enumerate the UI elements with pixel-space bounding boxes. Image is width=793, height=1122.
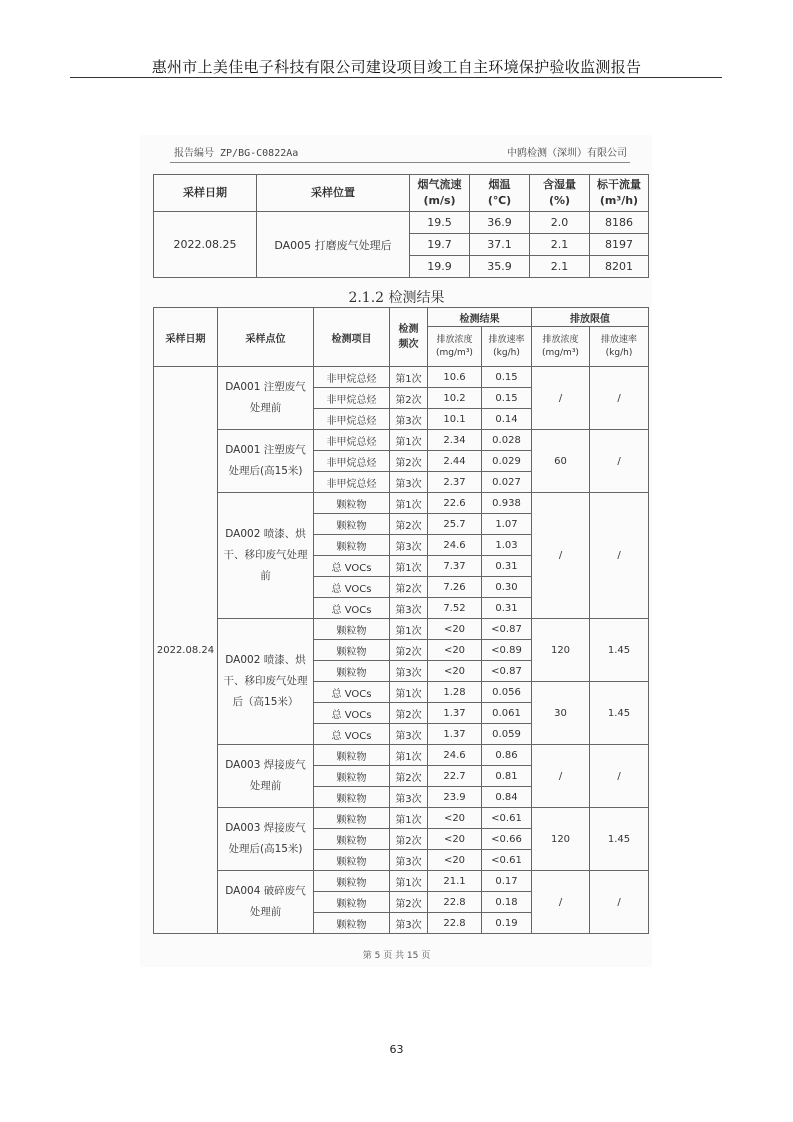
frequency-cell: 第3次 bbox=[390, 598, 428, 619]
standard-flow-cell: 8186 bbox=[590, 212, 649, 234]
test-item-cell: 非甲烷总烃 bbox=[314, 409, 390, 430]
limit-rate-cell: / bbox=[590, 745, 649, 808]
frequency-cell: 第2次 bbox=[390, 388, 428, 409]
concentration-cell: 10.2 bbox=[428, 388, 482, 409]
sampling-location-cell: DA005 打磨废气处理后 bbox=[257, 212, 410, 278]
header-limit-rate: 排放速率 (kg/h) bbox=[590, 327, 649, 367]
test-item-cell: 总 VOCs bbox=[314, 556, 390, 577]
rate-cell: <0.87 bbox=[482, 619, 532, 640]
frequency-cell: 第2次 bbox=[390, 829, 428, 850]
rate-cell: 0.15 bbox=[482, 367, 532, 388]
table-row bbox=[154, 619, 649, 640]
rate-cell: <0.87 bbox=[482, 661, 532, 682]
test-item-cell: 颗粒物 bbox=[314, 514, 390, 535]
concentration-cell: 1.37 bbox=[428, 724, 482, 745]
rate-cell: 0.84 bbox=[482, 787, 532, 808]
sampling-point-cell: DA002 喷漆、烘干、移印废气处理前 bbox=[218, 493, 314, 619]
rate-cell: <0.61 bbox=[482, 850, 532, 871]
header-emission-rate: 排放速率 (kg/h) bbox=[482, 327, 532, 367]
limit-concentration-cell: 60 bbox=[532, 430, 590, 493]
frequency-cell: 第2次 bbox=[390, 640, 428, 661]
header-test-result: 检测结果 bbox=[428, 308, 532, 327]
concentration-cell: <20 bbox=[428, 640, 482, 661]
concentration-cell: 25.7 bbox=[428, 514, 482, 535]
header-sampling-date: 采样日期 bbox=[154, 175, 257, 212]
header-emission-limit: 排放限值 bbox=[532, 308, 649, 327]
rate-cell: 0.30 bbox=[482, 577, 532, 598]
table-row bbox=[154, 367, 649, 388]
header-divider bbox=[70, 77, 722, 78]
frequency-cell: 第1次 bbox=[390, 619, 428, 640]
rate-cell: 0.029 bbox=[482, 451, 532, 472]
test-item-cell: 非甲烷总烃 bbox=[314, 430, 390, 451]
gas-temperature-cell: 35.9 bbox=[470, 256, 530, 278]
frequency-cell: 第2次 bbox=[390, 451, 428, 472]
concentration-cell: 22.8 bbox=[428, 892, 482, 913]
detection-results-table bbox=[153, 307, 649, 934]
concentration-cell: <20 bbox=[428, 661, 482, 682]
limit-rate-cell: / bbox=[590, 367, 649, 430]
frequency-cell: 第3次 bbox=[390, 409, 428, 430]
rate-cell: 0.86 bbox=[482, 745, 532, 766]
limit-concentration-cell: 120 bbox=[532, 808, 590, 871]
page-number: 63 bbox=[389, 1043, 404, 1056]
limit-rate-cell: 1.45 bbox=[590, 808, 649, 871]
test-item-cell: 颗粒物 bbox=[314, 892, 390, 913]
header-gas-temperature: 烟温 (℃) bbox=[470, 175, 530, 212]
test-item-cell: 总 VOCs bbox=[314, 703, 390, 724]
limit-rate-cell: 1.45 bbox=[590, 619, 649, 682]
header-flow-velocity: 烟气流速 (m/s) bbox=[410, 175, 470, 212]
header-limit-concentration: 排放浓度 (mg/m³) bbox=[532, 327, 590, 367]
test-item-cell: 非甲烷总烃 bbox=[314, 451, 390, 472]
test-item-cell: 颗粒物 bbox=[314, 535, 390, 556]
limit-concentration-cell: / bbox=[532, 745, 590, 808]
limit-concentration-cell: / bbox=[532, 367, 590, 430]
concentration-cell: 7.37 bbox=[428, 556, 482, 577]
rate-cell: <0.66 bbox=[482, 829, 532, 850]
section-title: 2.1.2 检测结果 bbox=[348, 290, 445, 306]
concentration-cell: 22.8 bbox=[428, 913, 482, 934]
concentration-cell: 1.37 bbox=[428, 703, 482, 724]
flue-gas-parameters-table bbox=[153, 174, 649, 278]
rate-cell: 0.18 bbox=[482, 892, 532, 913]
concentration-cell: 24.6 bbox=[428, 535, 482, 556]
rate-cell: 0.19 bbox=[482, 913, 532, 934]
test-item-cell: 非甲烷总烃 bbox=[314, 388, 390, 409]
concentration-cell: 22.7 bbox=[428, 766, 482, 787]
frequency-cell: 第2次 bbox=[390, 514, 428, 535]
frequency-cell: 第3次 bbox=[390, 661, 428, 682]
frequency-cell: 第2次 bbox=[390, 577, 428, 598]
flow-velocity-cell: 19.9 bbox=[410, 256, 470, 278]
table-row bbox=[154, 212, 649, 234]
limit-rate-cell: 1.45 bbox=[590, 682, 649, 745]
rate-cell: 0.028 bbox=[482, 430, 532, 451]
flow-velocity-cell: 19.7 bbox=[410, 234, 470, 256]
table-header-row bbox=[154, 175, 649, 212]
concentration-cell: <20 bbox=[428, 850, 482, 871]
rate-cell: 0.15 bbox=[482, 388, 532, 409]
concentration-cell: 10.6 bbox=[428, 367, 482, 388]
concentration-cell: 21.1 bbox=[428, 871, 482, 892]
sampling-point-cell: DA001 注塑废气处理前 bbox=[218, 367, 314, 430]
frequency-cell: 第3次 bbox=[390, 913, 428, 934]
concentration-cell: 24.6 bbox=[428, 745, 482, 766]
header-test-item: 检测项目 bbox=[314, 308, 390, 367]
frequency-cell: 第1次 bbox=[390, 556, 428, 577]
sampling-point-cell: DA004 破碎废气处理前 bbox=[218, 871, 314, 934]
frequency-cell: 第1次 bbox=[390, 682, 428, 703]
test-item-cell: 颗粒物 bbox=[314, 808, 390, 829]
header-standard-flow: 标干流量 (m³/h) bbox=[590, 175, 649, 212]
sampling-date-cell: 2022.08.24 bbox=[154, 367, 218, 934]
company-name: 中鸥检测（深圳）有限公司 bbox=[507, 148, 627, 159]
test-item-cell: 颗粒物 bbox=[314, 619, 390, 640]
scan-divider bbox=[170, 162, 630, 163]
table-row bbox=[154, 745, 649, 766]
rate-cell: 1.03 bbox=[482, 535, 532, 556]
limit-concentration-cell: 30 bbox=[532, 682, 590, 745]
test-item-cell: 颗粒物 bbox=[314, 661, 390, 682]
frequency-cell: 第2次 bbox=[390, 892, 428, 913]
frequency-cell: 第2次 bbox=[390, 703, 428, 724]
concentration-cell: <20 bbox=[428, 619, 482, 640]
scan-page-footer: 第 5 页 共 15 页 bbox=[362, 951, 431, 961]
rate-cell: <0.61 bbox=[482, 808, 532, 829]
frequency-cell: 第1次 bbox=[390, 493, 428, 514]
frequency-cell: 第1次 bbox=[390, 808, 428, 829]
sampling-point-cell: DA003 焊接废气处理前 bbox=[218, 745, 314, 808]
concentration-cell: 23.9 bbox=[428, 787, 482, 808]
gas-temperature-cell: 37.1 bbox=[470, 234, 530, 256]
header-test-frequency: 检测频次 bbox=[390, 308, 428, 367]
limit-concentration-cell: / bbox=[532, 493, 590, 619]
frequency-cell: 第2次 bbox=[390, 766, 428, 787]
test-item-cell: 颗粒物 bbox=[314, 766, 390, 787]
frequency-cell: 第3次 bbox=[390, 724, 428, 745]
limit-concentration-cell: / bbox=[532, 871, 590, 934]
concentration-cell: 2.34 bbox=[428, 430, 482, 451]
sampling-point-cell: DA003 焊接废气处理后(高15米) bbox=[218, 808, 314, 871]
moisture-cell: 2.1 bbox=[530, 234, 590, 256]
rate-cell: 0.056 bbox=[482, 682, 532, 703]
test-item-cell: 颗粒物 bbox=[314, 850, 390, 871]
rate-cell: 0.31 bbox=[482, 598, 532, 619]
header-moisture: 含湿量 (%) bbox=[530, 175, 590, 212]
rate-cell: 1.07 bbox=[482, 514, 532, 535]
header-emission-concentration: 排放浓度 (mg/m³) bbox=[428, 327, 482, 367]
header-sampling-location: 采样位置 bbox=[257, 175, 410, 212]
flow-velocity-cell: 19.5 bbox=[410, 212, 470, 234]
frequency-cell: 第1次 bbox=[390, 871, 428, 892]
test-item-cell: 颗粒物 bbox=[314, 829, 390, 850]
concentration-cell: 2.37 bbox=[428, 472, 482, 493]
standard-flow-cell: 8197 bbox=[590, 234, 649, 256]
concentration-cell: <20 bbox=[428, 808, 482, 829]
limit-rate-cell: / bbox=[590, 430, 649, 493]
table-row bbox=[154, 808, 649, 829]
frequency-cell: 第3次 bbox=[390, 850, 428, 871]
concentration-cell: 1.28 bbox=[428, 682, 482, 703]
rate-cell: 0.31 bbox=[482, 556, 532, 577]
test-item-cell: 颗粒物 bbox=[314, 493, 390, 514]
test-item-cell: 颗粒物 bbox=[314, 640, 390, 661]
moisture-cell: 2.0 bbox=[530, 212, 590, 234]
report-number: 报告编号 ZP/BG-C0822Aa bbox=[174, 148, 299, 159]
limit-concentration-cell: 120 bbox=[532, 619, 590, 682]
moisture-cell: 2.1 bbox=[530, 256, 590, 278]
page-header-title: 惠州市上美佳电子科技有限公司建设项目竣工自主环境保护验收监测报告 bbox=[151, 58, 642, 76]
test-item-cell: 总 VOCs bbox=[314, 724, 390, 745]
sampling-point-cell: DA001 注塑废气处理后(高15米) bbox=[218, 430, 314, 493]
frequency-cell: 第3次 bbox=[390, 472, 428, 493]
gas-temperature-cell: 36.9 bbox=[470, 212, 530, 234]
test-item-cell: 非甲烷总烃 bbox=[314, 367, 390, 388]
concentration-cell: <20 bbox=[428, 829, 482, 850]
table-header-row bbox=[154, 308, 649, 327]
test-item-cell: 总 VOCs bbox=[314, 598, 390, 619]
sampling-point-cell: DA002 喷漆、烘干、移印废气处理后（高15米） bbox=[218, 619, 314, 745]
rate-cell: 0.027 bbox=[482, 472, 532, 493]
concentration-cell: 2.44 bbox=[428, 451, 482, 472]
standard-flow-cell: 8201 bbox=[590, 256, 649, 278]
rate-cell: 0.81 bbox=[482, 766, 532, 787]
concentration-cell: 7.26 bbox=[428, 577, 482, 598]
test-item-cell: 总 VOCs bbox=[314, 577, 390, 598]
frequency-cell: 第1次 bbox=[390, 367, 428, 388]
frequency-cell: 第3次 bbox=[390, 535, 428, 556]
concentration-cell: 10.1 bbox=[428, 409, 482, 430]
frequency-cell: 第3次 bbox=[390, 787, 428, 808]
table-row bbox=[154, 430, 649, 451]
rate-cell: 0.061 bbox=[482, 703, 532, 724]
header-sampling-point: 采样点位 bbox=[218, 308, 314, 367]
concentration-cell: 22.6 bbox=[428, 493, 482, 514]
rate-cell: 0.059 bbox=[482, 724, 532, 745]
test-item-cell: 颗粒物 bbox=[314, 745, 390, 766]
frequency-cell: 第1次 bbox=[390, 745, 428, 766]
table-row bbox=[154, 871, 649, 892]
test-item-cell: 总 VOCs bbox=[314, 682, 390, 703]
rate-cell: 0.14 bbox=[482, 409, 532, 430]
test-item-cell: 非甲烷总烃 bbox=[314, 472, 390, 493]
table-row bbox=[154, 493, 649, 514]
rate-cell: <0.89 bbox=[482, 640, 532, 661]
concentration-cell: 7.52 bbox=[428, 598, 482, 619]
rate-cell: 0.17 bbox=[482, 871, 532, 892]
test-item-cell: 颗粒物 bbox=[314, 787, 390, 808]
frequency-cell: 第1次 bbox=[390, 430, 428, 451]
header-sampling-date: 采样日期 bbox=[154, 308, 218, 367]
sampling-date-cell: 2022.08.25 bbox=[154, 212, 257, 278]
rate-cell: 0.938 bbox=[482, 493, 532, 514]
test-item-cell: 颗粒物 bbox=[314, 913, 390, 934]
limit-rate-cell: / bbox=[590, 493, 649, 619]
limit-rate-cell: / bbox=[590, 871, 649, 934]
test-item-cell: 颗粒物 bbox=[314, 871, 390, 892]
